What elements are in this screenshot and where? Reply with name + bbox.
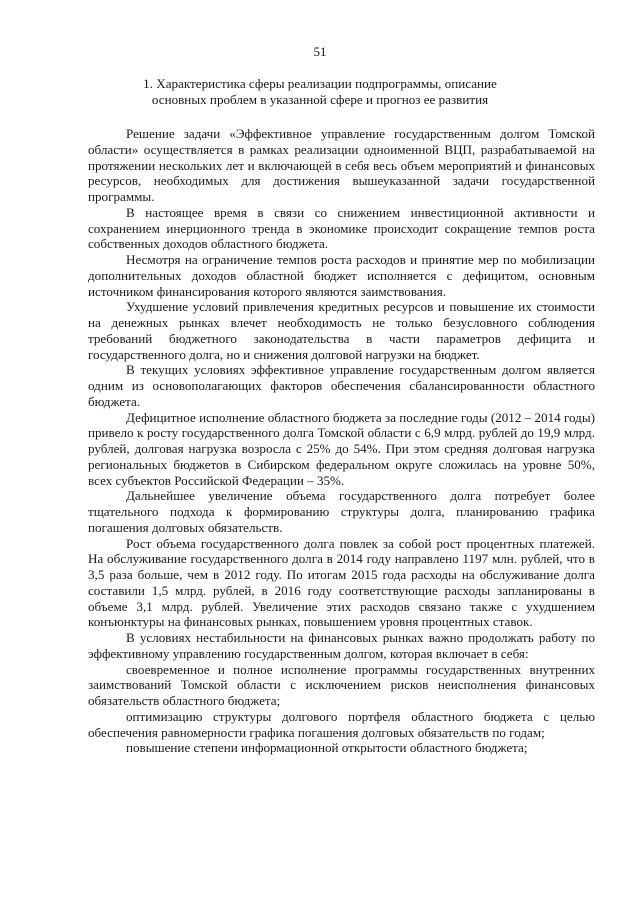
paragraph: Дефицитное исполнение областного бюджета за последние годы (2012 – 2014 годы) привело к росту государственного долга Томской области с 6,9 млрд. рублей до 19,9 млрд. рублей, долговая нагрузка возросла с 25% до 54%. При этом средняя долговая нагрузка региональных бюджетов в Сибирском федеральном округе сложилась на уровне 50%, всех субъектов Российской Федерации – 35%. — [88, 409, 595, 488]
paragraph: В условиях нестабильности на финансовых рынках важно продолжать работу по эффективному управлению государственным долгом, которая включает в себя: — [88, 630, 595, 661]
list-item: своевременное и полное исполнение программы государственных внутренних заимствований Томской области с исключением рисков неисполнения финансовых обязательств областного бюджета; — [88, 661, 595, 708]
paragraph: Решение задачи «Эффективное управление государственным долгом Томской области» осуществляется в рамках реализации одноименной ВЦП, разрабатываемой на протяжении нескольких лет и включающей в себя весь объем мероприятий и финансовых ресурсов, необходимых для достижения вышеуказанной задачи государственной программы. — [88, 126, 595, 204]
section-heading-line-2: основных проблем в указанной сфере и прогноз ее развития — [151, 92, 489, 107]
paragraph: Дальнейшее увеличение объема государственного долга потребует более тщательного подхода к формированию структуры долга, планированию графика погашения долговых обязательств. — [88, 488, 595, 535]
page-number: 51 — [313, 44, 327, 59]
paragraph: Рост объема государственного долга повлек за собой рост процентных платежей. На обслуживание государственного долга в 2014 году направлено 1197 млн. рублей, что в 3,5 раза больше, чем в 2012 году. По итогам 2015 года расходы на обслуживание долга составили 1,5 млрд. рублей, в 2016 году соответствующие расходы запланированы в объеме 3,1 млрд. рублей. Увеличение этих расходов связано также с ухудшением конъюнктуры на финансовых рынках, повышением уровня процентных ставок. — [88, 535, 595, 630]
paragraph: В настоящее время в связи со снижением инвестиционной активности и сохранением инерционного тренда в экономике происходит сокращение темпов роста собственных доходов областного бюджета. — [88, 204, 595, 252]
list-item: оптимизацию структуры долгового портфеля областного бюджета с целью обеспечения равномерности графика погашения долговых обязательств по годам; — [88, 708, 595, 740]
paragraph: В текущих условиях эффективное управление государственным долгом является одним из основополагающих факторов обеспечения сбалансированности областного бюджета. — [88, 362, 595, 409]
section-heading-line-1: 1. Характеристика сферы реализации подпрограммы, описание — [143, 76, 497, 91]
section-heading — [90, 76, 550, 108]
paragraph: Несмотря на ограничение темпов роста расходов и принятие мер по мобилизации дополнительных доходов областной бюджет исполняется с дефицитом, основным источником финансирования которого являются заимствования. — [88, 252, 595, 299]
body-text — [88, 126, 595, 756]
paragraph: Ухудшение условий привлечения кредитных ресурсов и повышение их стоимости на денежных рынках влечет необходимость не только безусловного соблюдения требований бюджетного законодательства в части параметров дефицита и государственного долга, но и снижения долговой нагрузки на бюджет. — [88, 299, 595, 362]
list-item: повышение степени информационной открытости областного бюджета; — [126, 740, 528, 756]
